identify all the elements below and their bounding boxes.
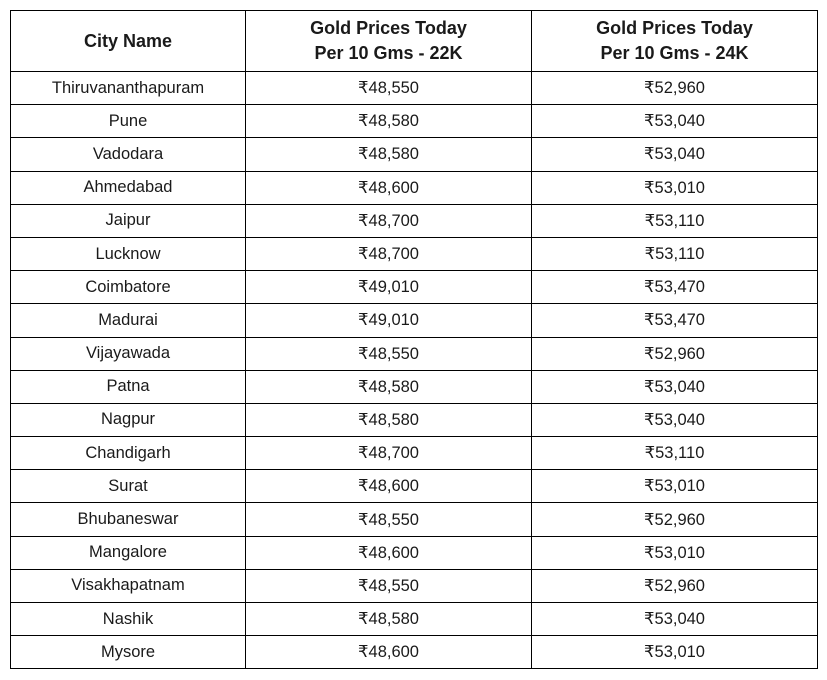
price-22k-cell: ₹48,580 (246, 603, 532, 636)
table-row (11, 105, 818, 138)
table-row (11, 271, 818, 304)
price-22k-cell: ₹48,600 (246, 536, 532, 569)
price-24k-cell: ₹52,960 (532, 72, 818, 105)
city-name-cell: Bhubaneswar (11, 503, 246, 536)
price-22k-cell: ₹48,580 (246, 403, 532, 436)
price-22k-cell: ₹49,010 (246, 271, 532, 304)
table-row (11, 603, 818, 636)
header-price-22k (246, 11, 532, 72)
price-24k-cell: ₹53,470 (532, 304, 818, 337)
table-row (11, 569, 818, 602)
city-name-cell: Lucknow (11, 237, 246, 270)
price-22k-cell: ₹48,580 (246, 370, 532, 403)
price-24k-cell: ₹53,040 (532, 138, 818, 171)
gold-price-table (10, 10, 818, 669)
price-22k-cell: ₹48,700 (246, 437, 532, 470)
price-22k-cell: ₹48,700 (246, 237, 532, 270)
price-24k-cell: ₹53,010 (532, 470, 818, 503)
price-22k-cell: ₹48,580 (246, 105, 532, 138)
price-22k-cell: ₹48,550 (246, 337, 532, 370)
city-name-cell: Mysore (11, 636, 246, 669)
city-name-cell: Vadodara (11, 138, 246, 171)
price-22k-cell: ₹48,550 (246, 569, 532, 602)
price-24k-cell: ₹52,960 (532, 503, 818, 536)
table-row (11, 204, 818, 237)
price-24k-cell: ₹53,110 (532, 237, 818, 270)
header-price-22k-line2: Per 10 Gms - 22K (314, 43, 463, 63)
price-24k-cell: ₹53,040 (532, 105, 818, 138)
price-24k-cell: ₹53,040 (532, 403, 818, 436)
header-row (11, 11, 818, 72)
city-name-cell: Vijayawada (11, 337, 246, 370)
table-row (11, 337, 818, 370)
price-24k-cell: ₹53,110 (532, 437, 818, 470)
table-row (11, 171, 818, 204)
city-name-cell: Coimbatore (11, 271, 246, 304)
header-price-22k-line1: Gold Prices Today (310, 18, 467, 38)
table-row (11, 536, 818, 569)
city-name-cell: Thiruvananthapuram (11, 72, 246, 105)
header-price-24k-line2: Per 10 Gms - 24K (600, 43, 749, 63)
price-22k-cell: ₹48,600 (246, 636, 532, 669)
price-22k-cell: ₹48,600 (246, 171, 532, 204)
price-22k-cell: ₹48,580 (246, 138, 532, 171)
table-row (11, 636, 818, 669)
table-row (11, 470, 818, 503)
city-name-cell: Jaipur (11, 204, 246, 237)
table-row (11, 304, 818, 337)
city-name-cell: Nagpur (11, 403, 246, 436)
price-24k-cell: ₹52,960 (532, 569, 818, 602)
table-header (11, 11, 818, 72)
price-24k-cell: ₹53,010 (532, 171, 818, 204)
price-24k-cell: ₹53,470 (532, 271, 818, 304)
city-name-cell: Madurai (11, 304, 246, 337)
city-name-cell: Nashik (11, 603, 246, 636)
table-row (11, 403, 818, 436)
price-24k-cell: ₹53,110 (532, 204, 818, 237)
price-24k-cell: ₹53,040 (532, 603, 818, 636)
table-row (11, 503, 818, 536)
city-name-cell: Chandigarh (11, 437, 246, 470)
city-name-cell: Mangalore (11, 536, 246, 569)
table-row (11, 237, 818, 270)
city-name-cell: Pune (11, 105, 246, 138)
table-body (11, 72, 818, 669)
table-row (11, 370, 818, 403)
city-name-cell: Visakhapatnam (11, 569, 246, 602)
header-city-name (11, 11, 246, 72)
price-24k-cell: ₹52,960 (532, 337, 818, 370)
table-row (11, 437, 818, 470)
table-row (11, 138, 818, 171)
city-name-cell: Ahmedabad (11, 171, 246, 204)
price-22k-cell: ₹49,010 (246, 304, 532, 337)
price-24k-cell: ₹53,010 (532, 636, 818, 669)
city-name-cell: Patna (11, 370, 246, 403)
price-22k-cell: ₹48,600 (246, 470, 532, 503)
price-24k-cell: ₹53,040 (532, 370, 818, 403)
price-22k-cell: ₹48,700 (246, 204, 532, 237)
header-price-24k-line1: Gold Prices Today (596, 18, 753, 38)
price-22k-cell: ₹48,550 (246, 72, 532, 105)
header-price-24k (532, 11, 818, 72)
city-name-cell: Surat (11, 470, 246, 503)
price-22k-cell: ₹48,550 (246, 503, 532, 536)
price-24k-cell: ₹53,010 (532, 536, 818, 569)
table-row (11, 72, 818, 105)
header-city-name-text: City Name (83, 30, 173, 51)
